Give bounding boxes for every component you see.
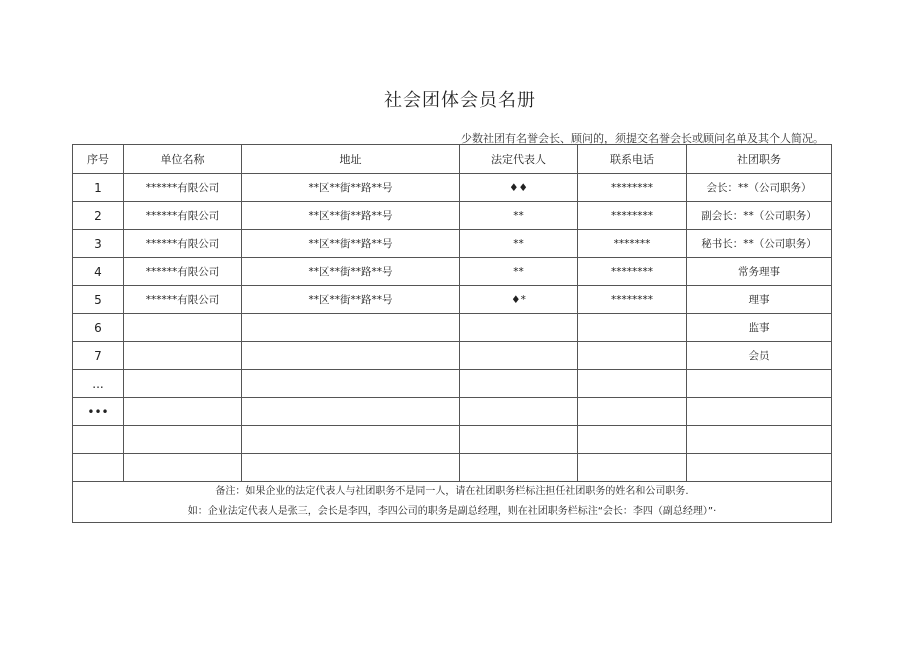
cell-role: [687, 454, 832, 482]
cell-address: [242, 314, 460, 342]
cell-role: 副会长：**（公司职务）: [687, 202, 832, 230]
cell-role: 秘书长：**（公司职务）: [687, 230, 832, 258]
cell-role: 会长：**（公司职务）: [687, 174, 832, 202]
cell-company: ******有限公司: [124, 258, 242, 286]
cell-seq: •••: [73, 398, 124, 426]
cell-address: **区**街**路**号: [242, 174, 460, 202]
cell-legal-rep: [460, 370, 578, 398]
cell-legal-rep: ♦♦: [460, 174, 578, 202]
table-row: [73, 370, 832, 398]
cell-legal-rep: [460, 342, 578, 370]
header-company: 单位名称: [124, 145, 242, 174]
cell-role: 理事: [687, 286, 832, 314]
cell-phone: ********: [578, 202, 687, 230]
cell-address: [242, 398, 460, 426]
cell-role: [687, 398, 832, 426]
table-row: [73, 426, 832, 454]
cell-phone: [578, 314, 687, 342]
cell-seq: [73, 426, 124, 454]
cell-legal-rep: [460, 426, 578, 454]
header-phone: 联系电话: [578, 145, 687, 174]
cell-company: [124, 342, 242, 370]
cell-company: ******有限公司: [124, 230, 242, 258]
cell-phone: ********: [578, 258, 687, 286]
cell-phone: [578, 454, 687, 482]
cell-seq: 1: [73, 174, 124, 202]
cell-legal-rep: [460, 314, 578, 342]
table-row: [73, 258, 832, 286]
cell-address: [242, 370, 460, 398]
cell-address: [242, 454, 460, 482]
cell-legal-rep: **: [460, 258, 578, 286]
cell-company: [124, 370, 242, 398]
table-row: [73, 342, 832, 370]
cell-address: **区**街**路**号: [242, 258, 460, 286]
cell-role: [687, 426, 832, 454]
cell-seq: 6: [73, 314, 124, 342]
table-body: [73, 174, 832, 482]
cell-seq: 3: [73, 230, 124, 258]
cell-legal-rep: **: [460, 202, 578, 230]
cell-company: [124, 426, 242, 454]
cell-seq: 4: [73, 258, 124, 286]
table-row: [73, 202, 832, 230]
instruction-note: 少数社团有名誉会长、顾问的，须提交名誉会长或顾问名单及其个人简况。: [461, 132, 824, 145]
cell-address: [242, 426, 460, 454]
table-header-row: [73, 145, 832, 174]
cell-legal-rep: [460, 454, 578, 482]
cell-phone: *******: [578, 230, 687, 258]
cell-phone: ********: [578, 174, 687, 202]
header-legal-rep: 法定代表人: [460, 145, 578, 174]
table-row: [73, 314, 832, 342]
table-row: [73, 454, 832, 482]
cell-role: 监事: [687, 314, 832, 342]
cell-role: 常务理事: [687, 258, 832, 286]
header-seq: 序号: [73, 145, 124, 174]
cell-address: **区**街**路**号: [242, 286, 460, 314]
cell-company: [124, 314, 242, 342]
cell-company: ******有限公司: [124, 202, 242, 230]
cell-address: **区**街**路**号: [242, 230, 460, 258]
cell-seq: [73, 454, 124, 482]
cell-phone: ********: [578, 286, 687, 314]
table-row: [73, 230, 832, 258]
table-row: [73, 286, 832, 314]
header-role: 社团职务: [687, 145, 832, 174]
remark-line-1: 备注：如果企业的法定代表人与社团职务不是同一人，请在社团职务栏标注担任社团职务的姓名和公司职务.: [215, 486, 689, 497]
table-row: [73, 398, 832, 426]
member-roster-table: [72, 144, 832, 523]
cell-seq: ...: [73, 370, 124, 398]
cell-phone: [578, 426, 687, 454]
cell-seq: 5: [73, 286, 124, 314]
cell-company: ******有限公司: [124, 174, 242, 202]
cell-company: [124, 454, 242, 482]
cell-legal-rep: [460, 398, 578, 426]
cell-legal-rep: **: [460, 230, 578, 258]
cell-role: 会员: [687, 342, 832, 370]
table-row: [73, 174, 832, 202]
cell-legal-rep: ♦*: [460, 286, 578, 314]
remark-line-2: 如：企业法定代表人是张三，会长是李四，李四公司的职务是副总经理，则在社团职务栏标注“会长：李四（副总经理）”·: [187, 506, 717, 517]
cell-company: [124, 398, 242, 426]
cell-address: [242, 342, 460, 370]
cell-phone: [578, 370, 687, 398]
cell-seq: 7: [73, 342, 124, 370]
remark-cell: [73, 482, 832, 523]
cell-address: **区**街**路**号: [242, 202, 460, 230]
cell-phone: [578, 398, 687, 426]
page-title: 社会团体会员名册: [384, 90, 536, 111]
cell-role: [687, 370, 832, 398]
cell-seq: 2: [73, 202, 124, 230]
cell-phone: [578, 342, 687, 370]
cell-company: ******有限公司: [124, 286, 242, 314]
remark-row: [73, 482, 832, 523]
header-address: 地址: [242, 145, 460, 174]
